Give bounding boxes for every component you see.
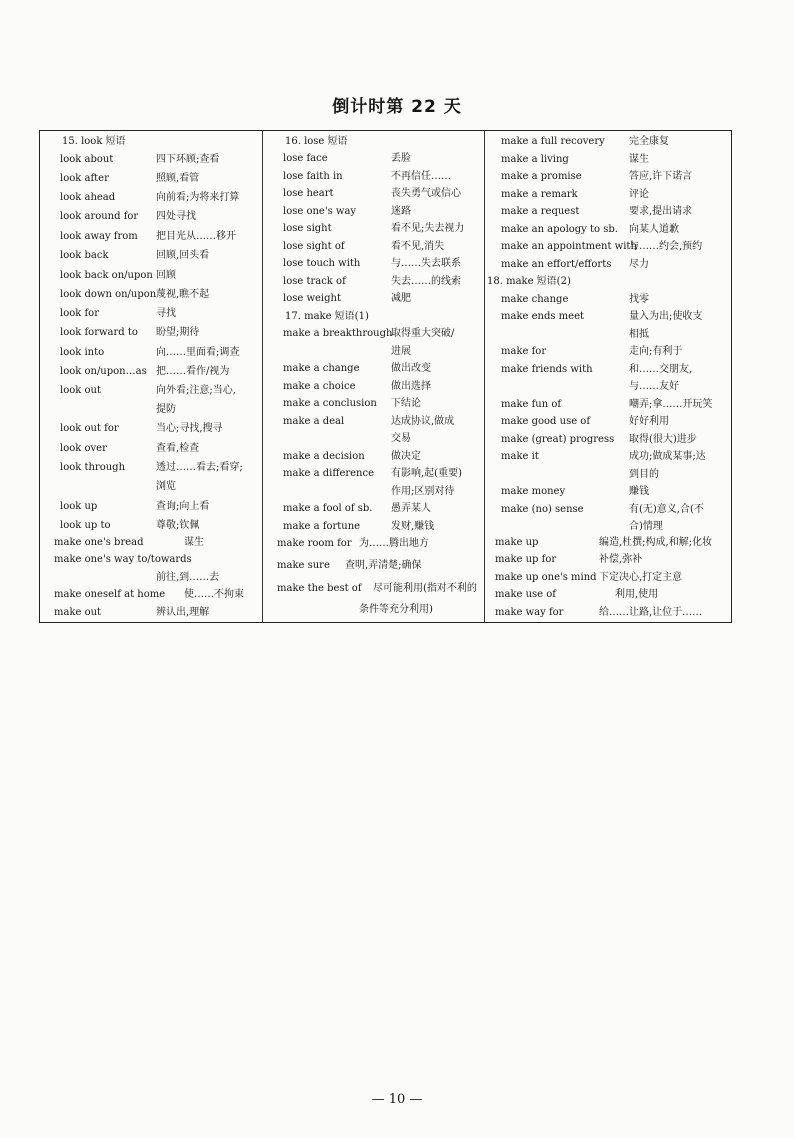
phrase-english: make up (495, 537, 539, 548)
phrase-english: make one's bread (54, 537, 144, 548)
phrase-english: look away from (60, 231, 138, 242)
phrase-chinese: 谋生 (629, 154, 649, 165)
page-title: 倒计时第 22 天 (332, 97, 462, 117)
section-heading: 15. look 短语 (62, 136, 126, 147)
phrase-chinese: 盼望;期待 (156, 327, 200, 338)
phrase-chinese: 向某人道歉 (629, 224, 679, 235)
phrase-table (39, 130, 732, 623)
phrase-chinese: 蔑视,瞧不起 (156, 289, 210, 300)
phrase-chinese: 愚弄某人 (391, 503, 431, 514)
phrase-english: make a difference (283, 468, 375, 479)
phrase-english: lose track of (283, 276, 346, 287)
phrase-chinese: 做决定 (391, 451, 421, 462)
phrase-english: make room for (277, 538, 352, 549)
phrase-english: look down on/upon (60, 289, 157, 300)
phrase-chinese: 尽可能利用(指对不利的 (373, 583, 477, 594)
phrase-chinese: 与……失去联系 (391, 258, 461, 269)
phrase-english: make a fool of sb. (283, 503, 373, 514)
phrase-english: look over (60, 443, 107, 454)
phrase-chinese: 量入为出;使收支 (629, 311, 703, 322)
phrase-chinese: 丧失勇气或信心 (391, 188, 461, 199)
phrase-chinese: 不再信任…… (391, 171, 451, 182)
phrase-chinese: 把……看作/视为 (156, 366, 230, 377)
phrase-english: look back (60, 250, 109, 261)
phrase-chinese: 取得重大突破/ (391, 328, 455, 339)
phrase-chinese: 看不见,消失 (391, 241, 445, 252)
phrase-chinese: 照顾,看管 (156, 173, 200, 184)
phrase-chinese: 答应,许下诺言 (629, 171, 693, 182)
phrase-english: make up one's mind (495, 572, 597, 583)
phrase-english: make oneself at home (54, 589, 166, 600)
phrase-english: make out (54, 607, 102, 618)
phrase-english: make a fortune (283, 521, 361, 532)
phrase-english: lose sight of (283, 241, 345, 252)
phrase-chinese: 尊敬;钦佩 (156, 520, 200, 531)
phrase-chinese: 嘲弄;拿……开玩笑 (629, 399, 713, 410)
phrase-english: make use of (495, 589, 556, 600)
phrase-chinese: 进展 (391, 346, 411, 357)
phrase-english: make a conclusion (283, 398, 377, 409)
phrase-chinese: 四下环顾;查看 (156, 154, 220, 165)
phrase-english: make a breakthrough (283, 328, 393, 339)
phrase-chinese: 有影响,起(重要) (391, 468, 462, 479)
phrase-english: make way for (495, 607, 564, 618)
phrase-english: make a living (501, 154, 569, 165)
phrase-english: look on/upon…as (60, 366, 147, 377)
phrase-english: look around for (60, 211, 139, 222)
phrase-chinese: 发财,赚钱 (391, 521, 435, 532)
phrase-english: make a decision (283, 451, 365, 462)
phrase-chinese: 取得(很大)进步 (629, 434, 697, 445)
column-lose-make-phrases (262, 131, 485, 622)
phrase-chinese: 减肥 (391, 293, 411, 304)
phrase-chinese: 向外看;注意;当心, (156, 385, 236, 396)
phrase-chinese: 回顾,回头看 (156, 250, 210, 261)
phrase-english: make money (501, 486, 566, 497)
phrase-chinese: 浏览 (156, 481, 176, 492)
phrase-english: make it (501, 451, 539, 462)
phrase-english: look up to (60, 520, 111, 531)
phrase-chinese: 查明,弄清楚;确保 (345, 560, 422, 571)
phrase-chinese: 好好利用 (629, 416, 669, 427)
phrase-english: lose sight (283, 223, 332, 234)
phrase-english: make for (501, 346, 547, 357)
phrase-chinese: 查看,检查 (156, 443, 200, 454)
page-number: — 10 — (371, 1092, 423, 1107)
phrase-chinese: 使……不拘束 (184, 589, 244, 600)
phrase-english: make the best of (277, 583, 362, 594)
phrase-english: make friends with (501, 364, 593, 375)
phrase-english: make a promise (501, 171, 582, 182)
phrase-english: make an effort/efforts (501, 259, 612, 270)
phrase-chinese: 看不见;失去视力 (391, 223, 465, 234)
phrase-english: look ahead (60, 192, 116, 203)
phrase-chinese: 迷路 (391, 206, 411, 217)
phrase-chinese: 下结论 (391, 398, 421, 409)
phrase-english: look after (60, 173, 109, 184)
phrase-english: make an appointment with (501, 241, 637, 252)
phrase-english: look out for (60, 423, 119, 434)
phrase-english: make a change (283, 363, 360, 374)
column-make-phrases (484, 131, 732, 622)
phrase-chinese: 丢脸 (391, 153, 411, 164)
phrase-chinese: 给……让路,让位于…… (599, 607, 703, 618)
phrase-chinese: 条件等充分利用) (359, 604, 433, 615)
phrase-english: make good use of (501, 416, 591, 427)
phrase-english: look for (60, 308, 99, 319)
phrase-chinese: 辨认出,理解 (156, 607, 210, 618)
column-look-phrases (40, 131, 262, 622)
phrase-chinese: 和……交朋友, (629, 364, 693, 375)
phrase-english: make one's way to/towards (54, 554, 192, 565)
phrase-chinese: 补偿,弥补 (599, 554, 643, 565)
phrase-chinese: 走向;有利于 (629, 346, 683, 357)
phrase-english: make (great) progress (501, 434, 615, 445)
phrase-chinese: 作用;区别对待 (391, 486, 455, 497)
phrase-english: make (no) sense (501, 504, 584, 515)
phrase-chinese: 下定决心,打定主意 (599, 572, 683, 583)
phrase-english: look about (60, 154, 114, 165)
phrase-chinese: 完全康复 (629, 136, 669, 147)
phrase-english: lose touch with (283, 258, 361, 269)
phrase-chinese: 要求,提出请求 (629, 206, 693, 217)
phrase-english: make ends meet (501, 311, 585, 322)
section-heading: 16. lose 短语 (285, 136, 348, 147)
phrase-english: make an apology to sb. (501, 224, 618, 235)
phrase-english: make a remark (501, 189, 578, 200)
phrase-chinese: 做出选择 (391, 381, 431, 392)
phrase-chinese: 为……腾出地方 (359, 538, 429, 549)
phrase-chinese: 当心;寻找,搜寻 (156, 423, 223, 434)
phrase-english: look forward to (60, 327, 138, 338)
phrase-chinese: 谋生 (184, 537, 204, 548)
phrase-english: lose one's way (283, 206, 357, 217)
phrase-chinese: 合)情理 (629, 521, 663, 532)
phrase-chinese: 失去……的线索 (391, 276, 461, 287)
phrase-chinese: 成功;做成某事;达 (629, 451, 706, 462)
phrase-chinese: 把目光从……移开 (156, 231, 236, 242)
phrase-chinese: 评论 (629, 189, 649, 200)
phrase-chinese: 向……里面看;调查 (156, 347, 240, 358)
phrase-english: look through (60, 462, 126, 473)
phrase-english: make a deal (283, 416, 345, 427)
phrase-english: lose face (283, 153, 328, 164)
phrase-chinese: 利用,使用 (615, 589, 659, 600)
phrase-english: lose weight (283, 293, 341, 304)
phrase-english: look back on/upon (60, 270, 153, 281)
phrase-chinese: 四处寻找 (156, 211, 196, 222)
phrase-english: make change (501, 294, 569, 305)
phrase-english: make a full recovery (501, 136, 605, 147)
phrase-chinese: 有(无)意义,合(不 (629, 504, 704, 515)
phrase-chinese: 尽力 (629, 259, 649, 270)
phrase-english: make fun of (501, 399, 562, 410)
phrase-chinese: 到目的 (629, 469, 659, 480)
phrase-english: make sure (277, 560, 330, 571)
phrase-english: lose faith in (283, 171, 343, 182)
phrase-chinese: 与……友好 (629, 381, 679, 392)
phrase-english: make up for (495, 554, 557, 565)
section-heading: 17. make 短语(1) (285, 311, 369, 322)
phrase-chinese: 与……约会,预约 (629, 241, 703, 252)
phrase-chinese: 编造,杜撰;构成,和解;化妆 (599, 537, 713, 548)
phrase-chinese: 前往,到……去 (156, 572, 220, 583)
phrase-english: look into (60, 347, 105, 358)
phrase-chinese: 寻找 (156, 308, 176, 319)
phrase-chinese: 提防 (156, 404, 176, 415)
phrase-chinese: 相抵 (629, 329, 649, 340)
phrase-english: lose heart (283, 188, 334, 199)
phrase-chinese: 查询;向上看 (156, 501, 210, 512)
phrase-chinese: 回顾 (156, 270, 176, 281)
phrase-chinese: 透过……看去;看穿; (156, 462, 243, 473)
phrase-english: make a choice (283, 381, 356, 392)
phrase-chinese: 赚钱 (629, 486, 649, 497)
phrase-chinese: 找零 (629, 294, 649, 305)
phrase-chinese: 向前看;为将来打算 (156, 192, 240, 203)
phrase-english: look out (60, 385, 101, 396)
phrase-chinese: 做出改变 (391, 363, 431, 374)
phrase-chinese: 交易 (391, 433, 411, 444)
phrase-chinese: 达成协议,做成 (391, 416, 455, 427)
phrase-english: make a request (501, 206, 580, 217)
phrase-english: look up (60, 501, 98, 512)
section-heading: 18. make 短语(2) (487, 276, 571, 287)
